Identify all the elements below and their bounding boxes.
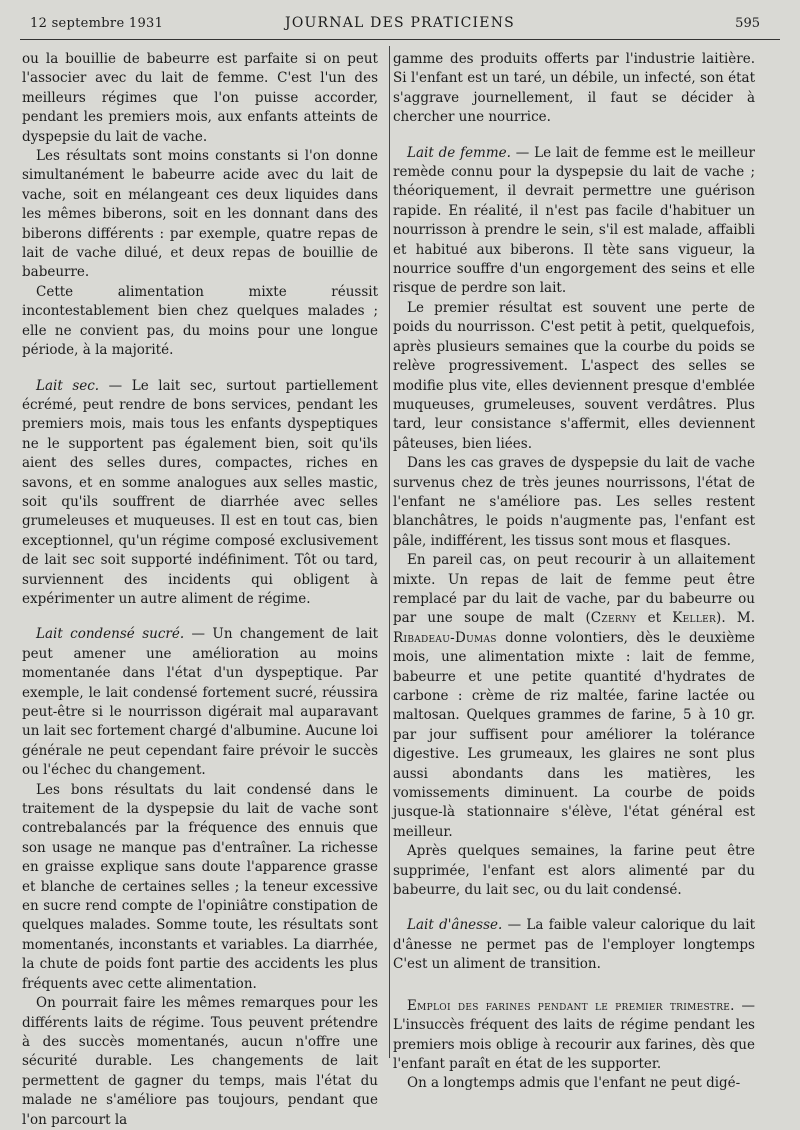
section-title: Lait sec.: [36, 377, 100, 394]
paragraph: ou la bouillie de babeurre est parfaite si on peut l'associer avec du lait de femme. C'est l'un des meilleurs régimes que l'on puisse accorder, pendant les premiers mois, aux enfants atteints de dyspepsie du lait de vache.: [22, 51, 378, 145]
paragraph: On pourrait faire les mêmes remarques pour les différents laits de régime. Tous peuvent prétendre à des succès momentanés, aucun n'offre une sécurité durable. Les changements de lait permettent de gagner du temps, mais l'état du malade ne s'améliore pas toujours, pendant que l'on parcourt la: [22, 995, 378, 1128]
paragraph: Cette alimentation mixte réussit incontestablement bien chez quelques malades ; elle ne convient pas, du moins pour une longue période, à la majorité.: [22, 283, 378, 359]
section-body: — Le lait de femme est le meilleur remède connu pour la dyspepsie du lait de vache ; théoriquement, il devrait permettre une guérison rapide. En réalité, il n'est pas facile d'habituer un nourrisson à prendre le sein, s'il est malade, affaibli et habitué aux biberons. Il tète sans vigueur, la nourrice souffre d'un engorgement des seins et elle risque de perdre son lait.: [393, 144, 755, 297]
section-body: — Le lait sec, surtout partiellement écrémé, peut rendre de bons services, pendant les premiers mois, mais tous les enfants dyspeptiques ne le supportent pas également bien, soit qu'ils aient des selles dures, compactes, riches en savons, et en somme analogues aux selles mastic, soit qu'ils souffrent de diarrhée avec selles grumeleuses et muqueuses. Il est en tout cas, bien exceptionnel, qu'un régime composé exclusivement de lait sec soit supporté indéfiniment. Tôt ou tard, surviennent des incidents qui obligent à expérimenter un autre aliment de régime.: [22, 377, 378, 607]
section-lait-anesse: [393, 916, 755, 974]
paragraph-allaitement-mixte: [393, 551, 755, 842]
section-emploi-farines: [393, 997, 755, 1075]
header-rule: [20, 39, 780, 40]
section-body: — Un changement de lait peut amener une amélioration au moins momentanée dans l'état d'un dyspeptique. Par exemple, le lait condensé fortement sucré, réussira peut-être si le nourrisson digérait mal auparavant un lait sec fortement chargé d'albumine. Aucune loi générale ne peut cependant faire prévoir le succès ou l'échec du changement.: [22, 626, 379, 779]
text-run: ). M.: [716, 610, 755, 627]
author-name: Ribadeau-Dumas: [393, 629, 497, 646]
section-lait-femme: [393, 144, 755, 299]
paragraph: Les résultats sont moins constants si l'on donne simultanément le babeurre acide avec du lait de vache, soit en mélangeant ces deux liquides dans les mêmes biberons, soit en les donnant dans des biberons différents : par exemple, quatre repas de lait de vache dilué, et deux repas de bouillie de babeurre.: [22, 148, 378, 281]
page-header: [0, 0, 800, 44]
section-title: Lait d'ânesse.: [407, 917, 503, 934]
paragraph: Les bons résultats du lait condensé dans le traitement de la dyspepsie du lait de vache sont contrebalancés par la fréquence des ennuis que son usage ne manque pas d'entraîner. La richesse en graisse explique sans doute l'apparence grasse et blanche de certaines selles ; la teneur excessive en sucre rend compte de l'opiniâtre constipation de quelques malades. Somme toute, les résultats sont momentanés, inconstants et variables. La diarrhée, la chute de poids font partie des accidents les plus fréquents avec cette alimentation.: [22, 781, 378, 992]
paragraph: Le premier résultat est souvent une perte de poids du nourrisson. C'est petit à petit, quelquefois, après plusieurs semaines que la courbe du poids se relève progressivement. L'aspect des selles se modifie plus vite, elles deviennent presque d'emblée muqueuses, grumeleuses, souvent verdâtres. Plus tard, leur consistance s'affermit, elles deviennent pâteuses, bien liées.: [393, 299, 755, 452]
section-title: Emploi des farines pendant le premier trimestre.: [407, 997, 735, 1014]
text-run: et: [636, 610, 673, 627]
section-title: Lait condensé sucré.: [36, 626, 185, 643]
text-run: donne volontiers, dès le deuxième mois, une alimentation mixte : lait de femme, babeurre et une petite quantité d'hydrates de carbone : crème de riz maltée, farine lactée ou maltosan. Quelques grammes de farine, 5 à 10 gr. par jour suffisent pour améliorer la tolérance digestive. Les grumeaux, les glaires ne sont plus aussi abondants dans les matières, les vomissements diminuent. La courbe de poids jusque-là stationnaire s'élève, l'état général est meilleur.: [393, 629, 755, 840]
section-lait-sec: [22, 377, 378, 610]
section-title: Lait de femme.: [407, 144, 511, 161]
paragraph: Dans les cas graves de dyspepsie du lait de vache survenus chez de très jeunes nourrissons, l'état de l'enfant ne s'améliore pas. Les selles restent blanchâtres, le poids n'augmente pas, l'enfant est pâle, indifférent, les tissus sont mous et flasques.: [393, 455, 755, 549]
paragraph: Après quelques semaines, la farine peut être supprimée, l'enfant est alors alimenté par du babeurre, du lait sec, ou du lait condensé.: [393, 843, 755, 899]
author-name: Czerny: [590, 610, 637, 627]
section-body: — La faible valeur calorique du lait d'ânesse ne permet pas de l'employer longtemps C'est un aliment de transition.: [393, 917, 755, 973]
paragraph: On a longtemps admis que l'enfant ne peut digé-: [407, 1075, 741, 1092]
column-divider: [389, 46, 390, 1058]
paragraph: gamme des produits offerts par l'industrie laitière. Si l'enfant est un taré, un débile, un infecté, son état s'aggrave journellement, il faut se décider à chercher une nourrice.: [393, 51, 755, 126]
issue-date: 12 septembre 1931: [30, 16, 164, 31]
right-column: [393, 50, 755, 1094]
journal-title: JOURNAL DES PRATICIENS: [285, 15, 515, 31]
left-column: [22, 50, 378, 1130]
section-lait-condense: [22, 625, 378, 780]
text-run: En pareil cas, on peut recourir à un allaitement mixte. Un repas de lait de femme peut être remplacé par du lait de vache, par du babeurre ou par une soupe de malt (: [393, 552, 755, 627]
page-number: 595: [735, 16, 760, 31]
section-body: — L'insuccès fréquent des laits de régime pendant les premiers mois oblige à recourir aux farines, dès que l'enfant paraît en état de les supporter.: [393, 997, 755, 1072]
author-name: Keller: [672, 610, 717, 627]
